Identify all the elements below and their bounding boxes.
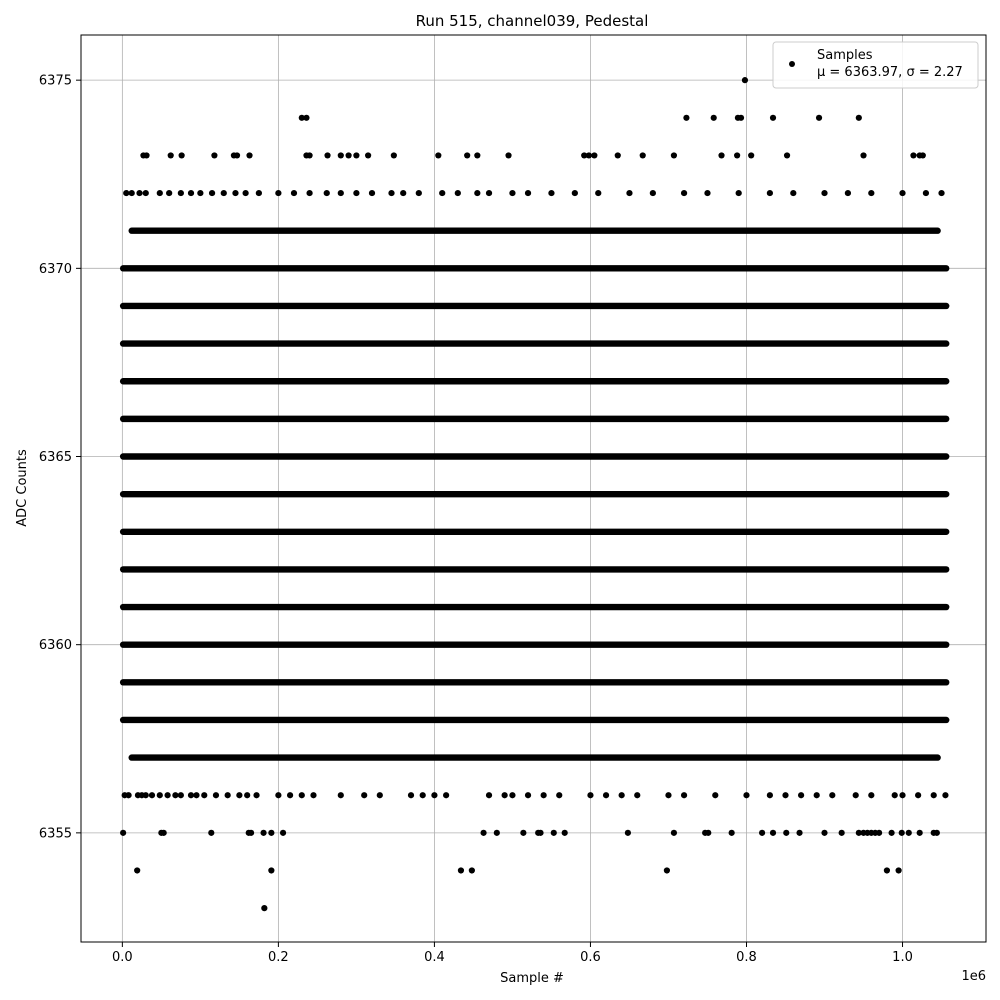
sample-point — [234, 152, 240, 158]
sample-point — [120, 830, 126, 836]
sample-point — [856, 115, 862, 121]
sample-point — [244, 792, 250, 798]
sample-point — [287, 792, 293, 798]
x-tick-label: 0.8 — [736, 950, 757, 965]
sample-point — [458, 867, 464, 873]
x-axis-label: Sample # — [500, 971, 564, 986]
sample-point — [586, 152, 592, 158]
sample-point — [275, 190, 281, 196]
sample-point — [509, 792, 515, 798]
sample-point — [767, 190, 773, 196]
sample-point — [868, 792, 874, 798]
sample-point — [548, 190, 554, 196]
legend-series-stats: μ = 6363.97, σ = 2.27 — [817, 65, 963, 80]
sample-point — [211, 152, 217, 158]
sample-point — [161, 830, 167, 836]
sample-point — [179, 152, 185, 158]
sample-point — [520, 830, 526, 836]
sample-point — [640, 152, 646, 158]
sample-point — [625, 830, 631, 836]
sample-point — [143, 190, 149, 196]
sample-point — [377, 792, 383, 798]
sample-point — [400, 190, 406, 196]
sample-point — [748, 152, 754, 158]
sample-point — [474, 190, 480, 196]
sample-point — [310, 792, 316, 798]
sample-point — [197, 190, 203, 196]
sample-point — [562, 830, 568, 836]
sample-point — [268, 867, 274, 873]
sample-point — [705, 830, 711, 836]
sample-point — [738, 115, 744, 121]
sample-point — [923, 190, 929, 196]
sample-point — [860, 152, 866, 158]
sample-point — [256, 190, 262, 196]
sample-point — [915, 792, 921, 798]
sample-point — [268, 830, 274, 836]
sample-point — [784, 152, 790, 158]
sample-point — [525, 792, 531, 798]
sample-point — [505, 152, 511, 158]
sample-point — [157, 190, 163, 196]
sample-point — [770, 830, 776, 836]
sample-point — [704, 190, 710, 196]
sample-point — [345, 152, 351, 158]
sample-point — [920, 152, 926, 158]
sample-point — [729, 830, 735, 836]
sample-point — [767, 792, 773, 798]
x-tick-label: 1.0 — [892, 950, 913, 965]
sample-point — [193, 792, 199, 798]
sample-point — [178, 792, 184, 798]
sample-point — [899, 792, 905, 798]
sample-point — [525, 190, 531, 196]
grid — [81, 35, 986, 942]
x-tick-label: 0.4 — [424, 950, 445, 965]
sample-point — [178, 190, 184, 196]
sample-point — [853, 792, 859, 798]
sample-point — [683, 115, 689, 121]
sample-point — [243, 190, 249, 196]
sample-point — [474, 152, 480, 158]
y-tick-label: 6370 — [38, 261, 72, 277]
sample-point — [166, 190, 172, 196]
sample-point — [615, 152, 621, 158]
sample-point — [486, 792, 492, 798]
sample-point — [759, 830, 765, 836]
sample-point — [338, 152, 344, 158]
sample-point — [246, 152, 252, 158]
sample-point — [790, 190, 796, 196]
sample-point — [225, 792, 231, 798]
y-tick-label: 6360 — [38, 638, 72, 654]
sample-point — [671, 152, 677, 158]
x-tick-label: 0.2 — [268, 950, 289, 965]
sample-point — [681, 792, 687, 798]
sample-point — [711, 115, 717, 121]
sample-point — [829, 792, 835, 798]
sample-point — [845, 190, 851, 196]
sample-point — [149, 792, 155, 798]
sample-point — [201, 792, 207, 798]
data-points — [120, 77, 949, 911]
sample-point — [143, 792, 149, 798]
sample-point — [291, 190, 297, 196]
sample-point — [464, 152, 470, 158]
sample-point — [303, 115, 309, 121]
sample-point — [324, 152, 330, 158]
sample-point — [338, 792, 344, 798]
sample-point — [221, 190, 227, 196]
sample-point — [129, 190, 135, 196]
sample-point — [934, 830, 940, 836]
sample-point — [718, 152, 724, 158]
sample-point — [361, 792, 367, 798]
sample-point — [365, 152, 371, 158]
sample-point — [814, 792, 820, 798]
sample-point — [143, 152, 149, 158]
sample-point — [469, 867, 475, 873]
sample-point — [502, 792, 508, 798]
sample-point — [253, 792, 259, 798]
sample-point — [634, 792, 640, 798]
sample-point — [164, 792, 170, 798]
sample-point — [324, 190, 330, 196]
chart-title: Run 515, channel039, Pedestal — [415, 12, 649, 30]
sample-point — [439, 190, 445, 196]
sample-point — [619, 792, 625, 798]
sample-point — [896, 867, 902, 873]
sample-point — [435, 152, 441, 158]
sample-point — [906, 830, 912, 836]
sample-point — [671, 830, 677, 836]
sample-point — [798, 792, 804, 798]
sample-point — [261, 905, 267, 911]
sample-point — [839, 830, 845, 836]
sample-point — [770, 115, 776, 121]
axis-ticks — [39, 74, 913, 965]
sample-point — [899, 830, 905, 836]
sample-point — [494, 830, 500, 836]
sample-point — [353, 152, 359, 158]
sample-point — [248, 830, 254, 836]
sample-point — [338, 190, 344, 196]
sample-point — [942, 792, 948, 798]
sample-point — [280, 830, 286, 836]
sample-point — [931, 792, 937, 798]
sample-point — [431, 792, 437, 798]
sample-point — [299, 792, 305, 798]
sample-point — [816, 115, 822, 121]
sample-point — [123, 190, 129, 196]
sample-point — [168, 152, 174, 158]
x-axis-offset-label: 1e6 — [961, 969, 986, 984]
sample-point — [306, 152, 312, 158]
sample-point — [650, 190, 656, 196]
y-tick-label: 6355 — [38, 826, 72, 842]
y-tick-label: 6375 — [38, 73, 72, 89]
sample-point — [743, 792, 749, 798]
plot-area-frame — [81, 35, 986, 942]
sample-point — [736, 190, 742, 196]
x-tick-label: 0.0 — [112, 950, 133, 965]
y-axis-label: ADC Counts — [15, 449, 30, 527]
sample-point — [232, 190, 238, 196]
sample-point — [938, 190, 944, 196]
sample-point — [572, 190, 578, 196]
sample-point — [734, 152, 740, 158]
sample-point — [172, 792, 178, 798]
sample-point — [443, 792, 449, 798]
sample-point — [884, 867, 890, 873]
sample-point — [892, 792, 898, 798]
sample-point — [868, 190, 874, 196]
sample-point — [681, 190, 687, 196]
sample-point — [480, 830, 486, 836]
sample-point — [416, 190, 422, 196]
sample-point — [910, 152, 916, 158]
sample-point — [388, 190, 394, 196]
sample-point — [134, 867, 140, 873]
sample-point — [306, 190, 312, 196]
sample-point — [208, 830, 214, 836]
sample-point — [899, 190, 905, 196]
sample-point — [537, 830, 543, 836]
sample-point — [486, 190, 492, 196]
sample-point — [136, 190, 142, 196]
sample-point — [821, 830, 827, 836]
sample-point — [260, 830, 266, 836]
x-tick-label: 0.6 — [580, 950, 601, 965]
sample-point — [556, 792, 562, 798]
sample-point — [509, 190, 515, 196]
sample-point — [591, 152, 597, 158]
y-tick-label: 6365 — [38, 450, 72, 466]
sample-point — [455, 190, 461, 196]
sample-point — [213, 792, 219, 798]
sample-point — [353, 190, 359, 196]
sample-point — [626, 190, 632, 196]
sample-point — [712, 792, 718, 798]
legend-marker — [789, 61, 795, 67]
sample-point — [888, 830, 894, 836]
sample-point — [236, 792, 242, 798]
sample-point — [796, 830, 802, 836]
sample-point — [369, 190, 375, 196]
sample-point — [157, 792, 163, 798]
sample-point — [603, 792, 609, 798]
sample-point — [664, 867, 670, 873]
sample-point — [876, 830, 882, 836]
sample-point — [408, 792, 414, 798]
sample-point — [587, 792, 593, 798]
sample-point — [188, 792, 194, 798]
sample-point — [551, 830, 557, 836]
sample-point — [188, 190, 194, 196]
sample-point — [782, 792, 788, 798]
sample-point — [783, 830, 789, 836]
sample-point — [595, 190, 601, 196]
sample-point — [209, 190, 215, 196]
sample-point — [665, 792, 671, 798]
sample-point — [917, 830, 923, 836]
sample-point — [275, 792, 281, 798]
legend-series-name: Samples — [817, 48, 873, 63]
sample-point — [821, 190, 827, 196]
legend — [773, 42, 978, 88]
sample-point — [541, 792, 547, 798]
sample-point — [742, 77, 748, 83]
sample-point — [391, 152, 397, 158]
sample-point — [125, 792, 131, 798]
sample-point — [420, 792, 426, 798]
